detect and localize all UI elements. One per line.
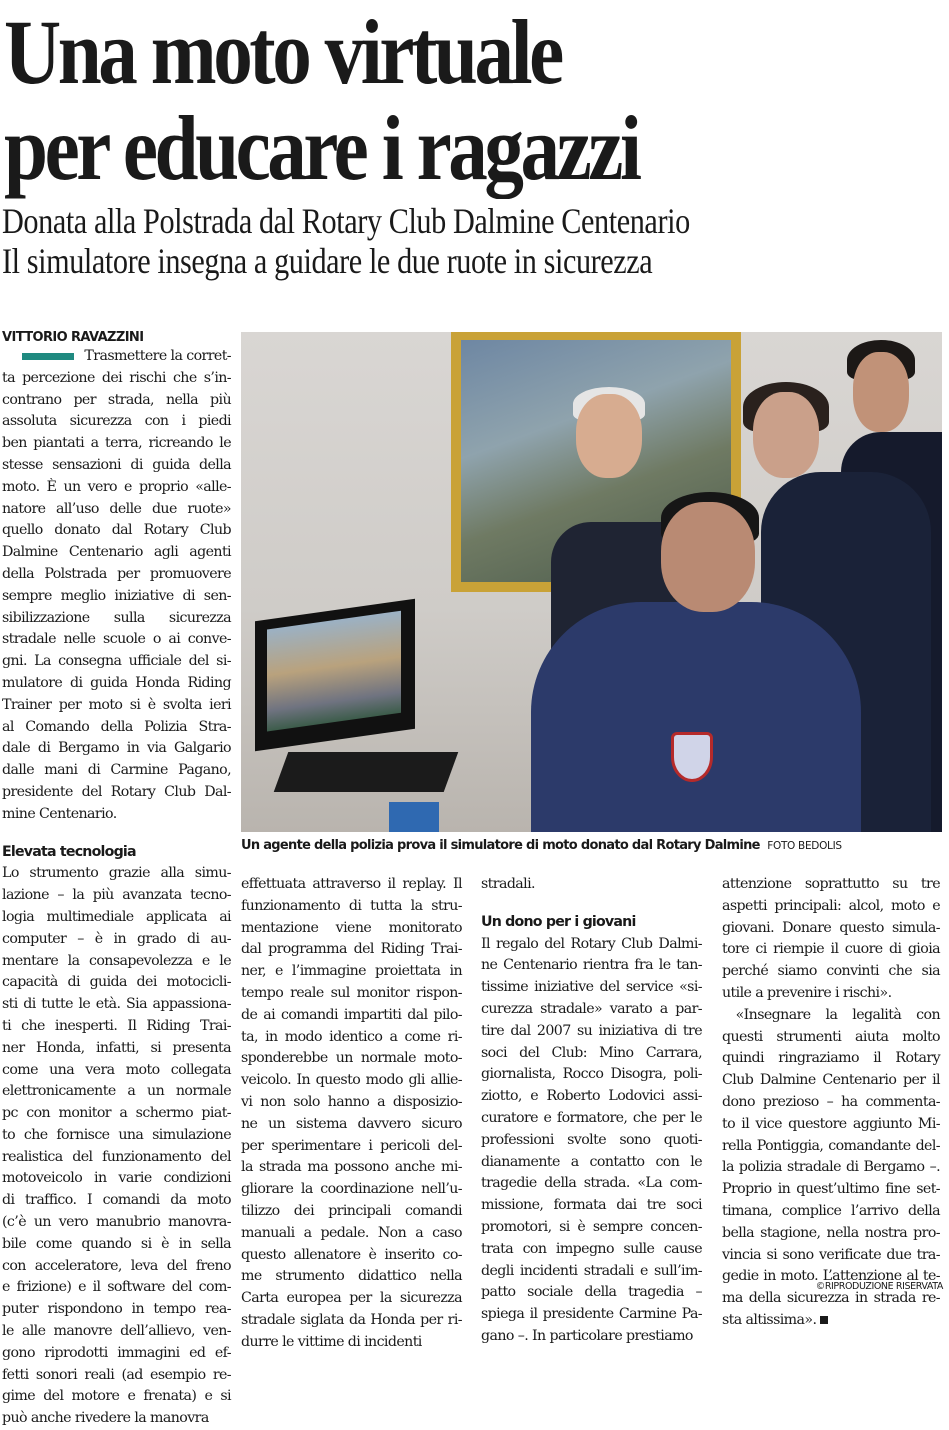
byline: VITTORIO RAVAZZINI bbox=[2, 330, 144, 345]
text-line: promotori, si è sempre concen- bbox=[481, 1218, 702, 1235]
text-line: degli incidenti stradali e sull’im- bbox=[481, 1262, 702, 1279]
text-line: computer – è in grado di au- bbox=[2, 930, 231, 947]
text-line: capacità di guida dei motocicli- bbox=[2, 974, 231, 991]
text-line: rella Pontiggia, comandante del- bbox=[722, 1137, 940, 1154]
column-3-body-2 bbox=[481, 934, 702, 1348]
text-line: to il vice questore aggiunto Mi- bbox=[722, 1115, 940, 1132]
photo-caption bbox=[241, 838, 842, 853]
text-line: ziotto, e Roberto Lodovici assi- bbox=[481, 1088, 702, 1105]
text-line: gedie in moto. L’attenzione al te- bbox=[722, 1268, 940, 1285]
text-line: Dalmine Centenario agli agenti bbox=[2, 544, 231, 561]
text-line: con acceleratore, leva del freno bbox=[2, 1257, 231, 1274]
text-line: per sperimentare i pericoli del- bbox=[241, 1137, 462, 1154]
text-line: dalle mani di Carmine Pagano, bbox=[2, 762, 231, 779]
text-line: professioni svolte sono quoti- bbox=[481, 1131, 702, 1148]
column-1-body-2 bbox=[2, 863, 231, 1430]
text-line: tire dal 2007 su iniziativa di tre bbox=[481, 1022, 702, 1039]
police-patch-icon bbox=[671, 732, 713, 782]
text-line: sta altissima». bbox=[722, 1310, 940, 1332]
text-line: funzionamento di tutta la stru- bbox=[241, 897, 462, 914]
text-line: soci del Club: Mino Carrara, bbox=[481, 1044, 702, 1061]
text-line: vi non solo hanno a disposizio- bbox=[241, 1093, 462, 1110]
text-line: della Polstrada per promuovere bbox=[2, 565, 231, 582]
text-line: Carta europea per la sicurezza bbox=[241, 1290, 462, 1307]
text-line: de ai comandi impartiti dal pilo- bbox=[241, 1006, 462, 1023]
police-agent-at-simulator bbox=[531, 602, 861, 832]
section-subtitle-un-dono-per-i-giovani: Un dono per i giovani bbox=[481, 913, 636, 930]
text-line: attenzione soprattutto su tre bbox=[722, 876, 940, 892]
text-line: «Insegnare la legalità con bbox=[722, 1006, 940, 1023]
text-line: stradale nelle scuole o ai conve- bbox=[2, 631, 231, 648]
text-line: questi strumenti aiuta molto bbox=[722, 1028, 940, 1045]
text-line: vincia si sono verificate due tra- bbox=[722, 1246, 940, 1263]
text-line: perché siamo convinti che sia bbox=[722, 963, 940, 980]
text-line: logia multimediale applicata ai bbox=[2, 908, 231, 925]
text-line: dianamente a contatto con le bbox=[481, 1153, 702, 1170]
text-line: bile come quando si è in sella bbox=[2, 1235, 231, 1252]
text-line: sibilizzazione sulla sicurezza bbox=[2, 609, 231, 626]
text-line: tore ci riempie il cuore di gioia bbox=[722, 941, 940, 958]
text-line: contrano per strada, nella più bbox=[2, 391, 231, 408]
headline-line-2: per educare i ragazzi bbox=[4, 97, 639, 199]
text-line: effettuata attraverso il replay. Il bbox=[241, 876, 462, 892]
text-line: quello donato dal Rotary Club bbox=[2, 522, 231, 539]
text-line: durre le vittime di incidenti bbox=[241, 1333, 422, 1350]
text-line: tempo reale sul monitor rispon- bbox=[241, 984, 462, 1001]
article-column-2 bbox=[241, 874, 462, 1354]
text-line: gni. La consegna ufficiale del si- bbox=[2, 653, 231, 670]
text-line: può anche rivedere la manovra bbox=[2, 1410, 209, 1427]
end-of-article-icon bbox=[820, 1316, 828, 1324]
text-line: elettronicamente a un normale bbox=[2, 1083, 231, 1100]
text-line: dal programma del Riding Trai- bbox=[241, 941, 462, 958]
text-line: Proprio in quest’ultimo fine set- bbox=[722, 1181, 940, 1198]
headline-line-1: Una moto virtuale bbox=[4, 1, 561, 103]
text-line: dale di Bergamo in via Galgario bbox=[2, 740, 231, 757]
text-line: sponderebbe un normale moto- bbox=[241, 1050, 462, 1067]
text-line: Club Dalmine Centenario per il bbox=[722, 1072, 940, 1089]
text-line: ner, e l’immagine proiettata in bbox=[241, 963, 462, 980]
text-line: ta, in modo identico a come ri- bbox=[241, 1028, 462, 1045]
text-line: dono prezioso – ha commenta- bbox=[722, 1093, 940, 1110]
text-line: Trasmettere la corret- bbox=[2, 346, 231, 368]
text-line: le alle manovre dell’allievo, ven- bbox=[2, 1323, 231, 1340]
subheadline-line-2: Il simulatore insegna a guidare le due ruote in sicurezza bbox=[2, 241, 653, 281]
column-4-body bbox=[722, 874, 940, 1332]
simulator-monitor bbox=[255, 599, 415, 751]
text-line: gliorare la coordinazione nell’u- bbox=[241, 1181, 462, 1198]
subheadline-line-1: Donata alla Polstrada dal Rotary Club Dalmine Centenario bbox=[2, 201, 690, 241]
text-line: di traffico. I comandi da moto bbox=[2, 1192, 231, 1209]
text-line: moto. È un vero e proprio «alle- bbox=[2, 478, 231, 495]
text-line: stradale siglata da Honda per ri- bbox=[241, 1311, 462, 1328]
text-line: come una vera moto collegata bbox=[2, 1061, 231, 1078]
text-line: sti di tutte le età. Sia appassiona- bbox=[2, 996, 231, 1013]
text-line: mulatore di guida Honda Riding bbox=[2, 674, 231, 691]
text-line: giornalista, Rocco Disogra, poli- bbox=[481, 1066, 702, 1083]
text-line: ben piantati a terra, ricreando le bbox=[2, 435, 231, 452]
text-line: trata con impegno sulle cause bbox=[481, 1240, 702, 1257]
caption-text: Un agente della polizia prova il simulatore di moto donato dal Rotary Dalmine bbox=[241, 838, 760, 853]
text-line: motoveicolo in varie condizioni bbox=[2, 1170, 231, 1187]
text-line: e frizione) e il software del com- bbox=[2, 1279, 231, 1296]
keyboard bbox=[274, 752, 459, 792]
text-line: gime del motore e frenata) e si bbox=[2, 1388, 231, 1405]
article-column-1 bbox=[2, 346, 231, 1430]
text-line: tilizzo dei principali comandi bbox=[241, 1202, 462, 1219]
text-line: Lo strumento grazie alla simu- bbox=[2, 865, 231, 882]
text-line: manuali a pedale. Non a caso bbox=[241, 1224, 462, 1241]
text-line: missione, formata dai tre soci bbox=[481, 1197, 702, 1214]
subheadline bbox=[2, 201, 834, 281]
text-line: lazione – la più avanzata tecno- bbox=[2, 887, 231, 904]
text-line: stradali. bbox=[481, 876, 535, 892]
text-line: sempre meglio iniziative di sen- bbox=[2, 587, 231, 604]
copyright-notice: ©RIPRODUZIONE RISERVATA bbox=[815, 1281, 943, 1292]
text-line: (c’è un vero manubrio manovra- bbox=[2, 1214, 231, 1231]
text-line: giovani. Donare questo simula- bbox=[722, 919, 940, 936]
text-line: ta percezione dei rischi che s’in- bbox=[2, 369, 231, 386]
text-line: presidente del Rotary Club Dal- bbox=[2, 783, 231, 800]
column-2-body bbox=[241, 874, 462, 1354]
headline bbox=[4, 1, 817, 199]
text-line: veicolo. In questo modo gli allie- bbox=[241, 1072, 462, 1089]
text-line: stesse sensazioni di guida della bbox=[2, 456, 231, 473]
text-line: bella stagione, nella nostra pro- bbox=[722, 1224, 940, 1241]
text-line: aspetti principali: alcol, moto e bbox=[722, 897, 940, 914]
text-line: la polizia stradale di Bergamo –. bbox=[722, 1159, 940, 1176]
text-line: ne un sistema davvero sicuro bbox=[241, 1115, 462, 1132]
text-line: patto sociale della tragedia – bbox=[481, 1284, 702, 1301]
text-line: la strada ma possono anche mi- bbox=[241, 1159, 462, 1176]
section-subtitle-elevata-tecnologia: Elevata tecnologia bbox=[2, 843, 136, 860]
text-line: tragedie della strada. «La com- bbox=[481, 1175, 702, 1192]
text-line: curezza stradale» varato a par- bbox=[481, 1000, 702, 1017]
text-line: ti che inesperti. Il Riding Trai- bbox=[2, 1017, 231, 1034]
text-line: ne Centenario rientra fra le tan- bbox=[481, 957, 702, 974]
text-line: pc con monitor a schermo piat- bbox=[2, 1105, 231, 1122]
article-column-3 bbox=[481, 874, 702, 1348]
text-line: natore all’uso delle due ruote» bbox=[2, 500, 231, 517]
text-line: puter rispondono in tempo rea- bbox=[2, 1301, 231, 1318]
text-line: al Comando della Polizia Stra- bbox=[2, 718, 231, 735]
accent-bar bbox=[22, 353, 74, 360]
text-line: mine Centenario. bbox=[2, 805, 117, 822]
photo-credit: FOTO BEDOLIS bbox=[767, 840, 842, 852]
text-line: gono riprodotti immagini ed ef- bbox=[2, 1344, 231, 1361]
article-photo bbox=[241, 332, 942, 832]
text-line: mentazione viene monitorato bbox=[241, 919, 462, 936]
text-line: utile a prevenire i rischi». bbox=[722, 984, 892, 1001]
column-1-body bbox=[2, 346, 231, 826]
text-line: mentare la consapevolezza e le bbox=[2, 952, 231, 969]
text-line: spiega il presidente Carmine Pa- bbox=[481, 1306, 702, 1323]
column-3-body bbox=[481, 874, 702, 896]
text-line: curatore e formatore, che per le bbox=[481, 1109, 702, 1126]
text-line: me strumento didattico nella bbox=[241, 1268, 462, 1285]
text-line: timana, complice l’arrivo della bbox=[722, 1202, 940, 1219]
text-line: fetti sonori reali (ad esempio re- bbox=[2, 1366, 231, 1383]
text-line: ner Honda, infatti, si presenta bbox=[2, 1039, 231, 1056]
text-line: assoluta sicurezza con i piedi bbox=[2, 413, 231, 430]
text-line: Trainer per moto si è svolta ieri bbox=[2, 696, 231, 713]
text-line: questo allenatore è inserito co- bbox=[241, 1246, 462, 1263]
text-line: quindi ringraziamo il Rotary bbox=[722, 1050, 940, 1067]
article-column-4 bbox=[722, 874, 940, 1332]
text-line: gano –. In particolare prestiamo bbox=[481, 1327, 693, 1344]
text-line: realistica del funzionamento del bbox=[2, 1148, 231, 1165]
text-line: Il regalo del Rotary Club Dalmi- bbox=[481, 935, 702, 952]
text-line: to che fornisce una simulazione bbox=[2, 1126, 231, 1143]
text-line: tissime iniziative del service «si- bbox=[481, 979, 702, 996]
text-line: ma della sicurezza in strada re- bbox=[722, 1290, 940, 1307]
